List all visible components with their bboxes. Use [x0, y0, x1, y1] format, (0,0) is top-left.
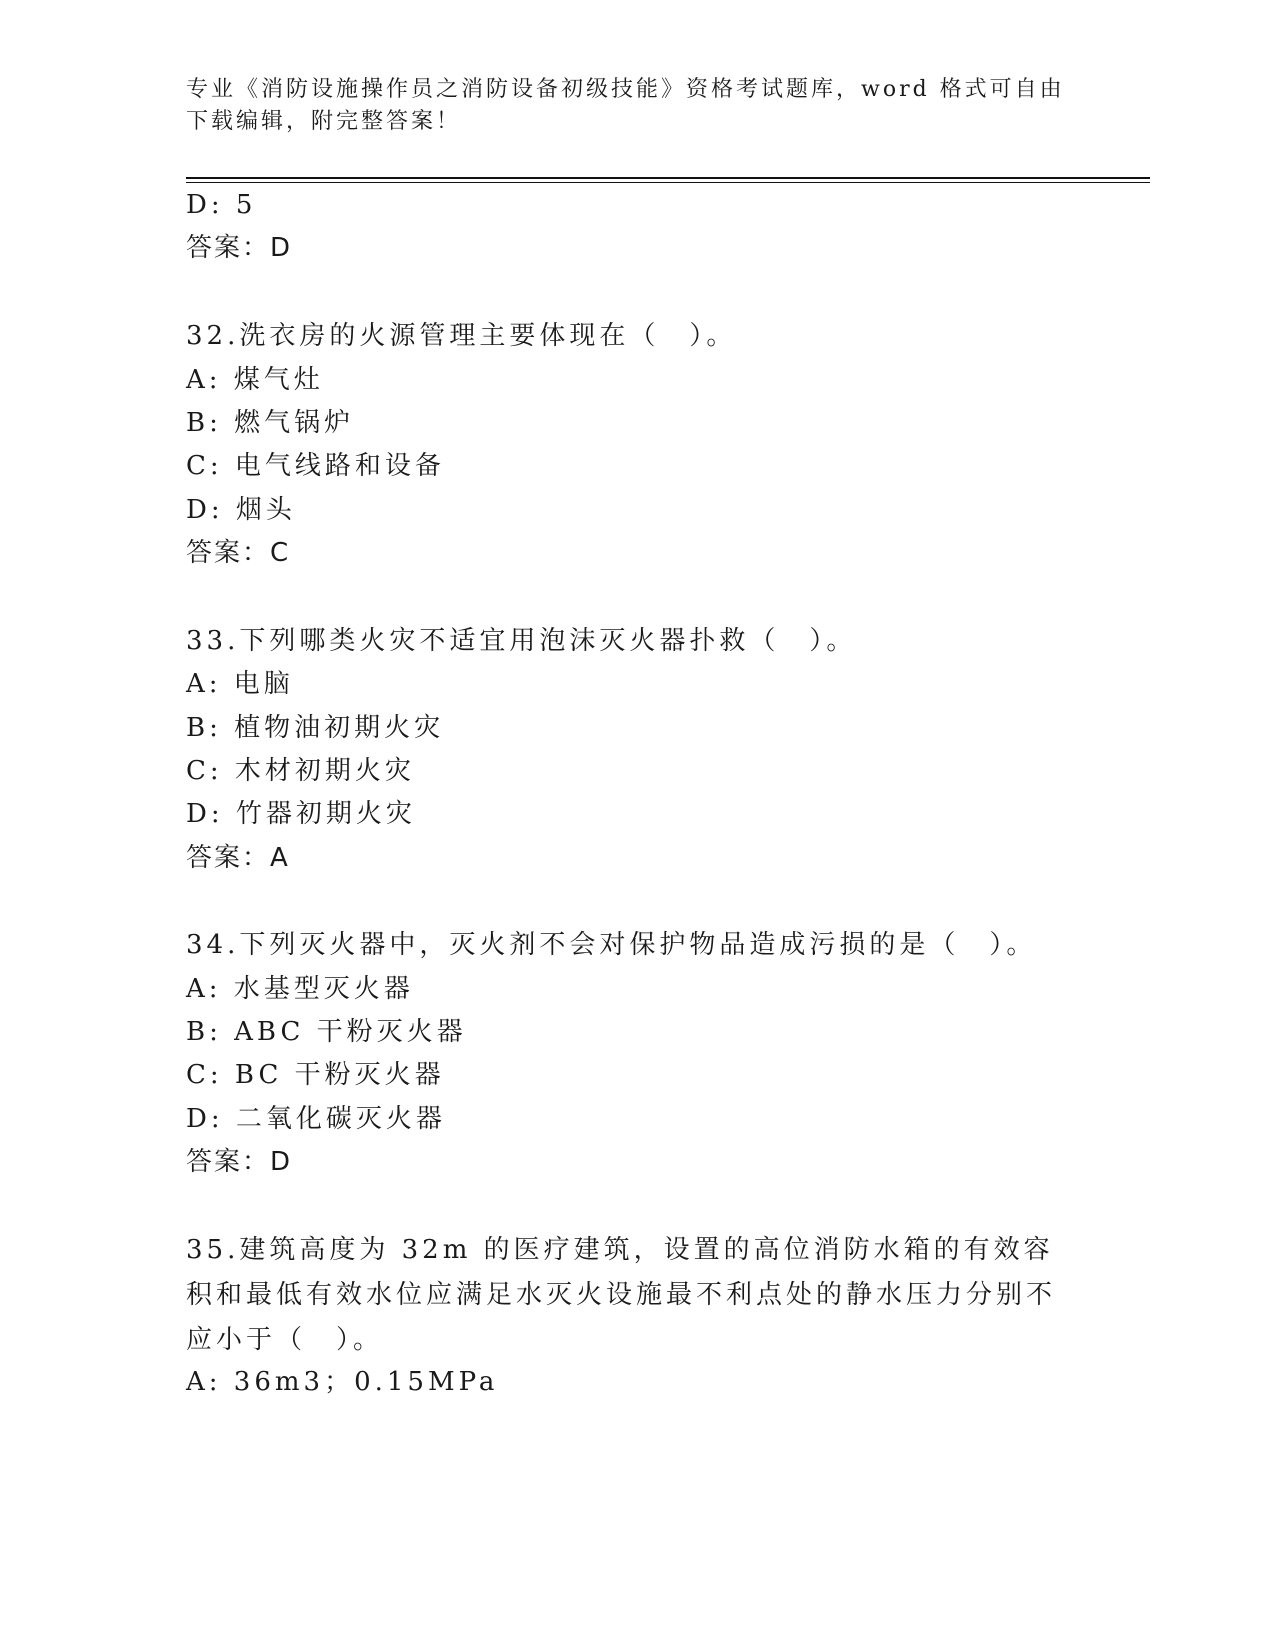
- q32-option-c: C: 电气线路和设备: [186, 451, 445, 481]
- document-header: 专业《消防设施操作员之消防设备初级技能》资格考试题库，word 格式可自由下载编辑，附完整答案！: [186, 77, 1065, 134]
- q32-question: 32.洗衣房的火源管理主要体现在（ ）。: [186, 321, 737, 351]
- prev-answer: 答案：D: [186, 233, 293, 263]
- q34-answer: 答案：D: [186, 1147, 293, 1177]
- q33-option-d: D: 竹器初期火灾: [186, 799, 416, 829]
- q33-answer: 答案：A: [186, 843, 290, 873]
- q32-option-d: D: 烟头: [186, 495, 296, 525]
- q35-option-a: A: 36m3；0.15MPa: [186, 1367, 499, 1397]
- q34-option-b: B: ABC 干粉灭火器: [186, 1017, 467, 1047]
- q34-option-c: C: BC 干粉灭火器: [186, 1060, 445, 1090]
- prev-option-d: D: 5: [186, 190, 257, 220]
- header-rule-thick: [186, 177, 1150, 179]
- q32-option-a: A: 煤气灶: [186, 365, 324, 395]
- header-rule-thin: [186, 182, 1150, 183]
- q33-option-a: A: 电脑: [186, 669, 294, 699]
- q32-answer: 答案：C: [186, 538, 291, 568]
- q32-option-b: B: 燃气锅炉: [186, 408, 355, 438]
- q33-option-b: B: 植物油初期火灾: [186, 713, 445, 743]
- q34-option-d: D: 二氧化碳灭火器: [186, 1104, 446, 1134]
- q34-question: 34.下列灭火器中，灭火剂不会对保护物品造成污损的是（ ）。: [186, 930, 1037, 960]
- q33-question: 33.下列哪类火灾不适宜用泡沫灭火器扑救（ ）。: [186, 626, 857, 656]
- q33-option-c: C: 木材初期火灾: [186, 756, 415, 786]
- q35-question: 35.建筑高度为 32m 的医疗建筑，设置的高位消防水箱的有效容积和最低有效水位应满足水灭火设施最不利点处的静水压力分别不应小于（ ）。: [186, 1235, 1057, 1355]
- q34-option-a: A: 水基型灭火器: [186, 974, 414, 1004]
